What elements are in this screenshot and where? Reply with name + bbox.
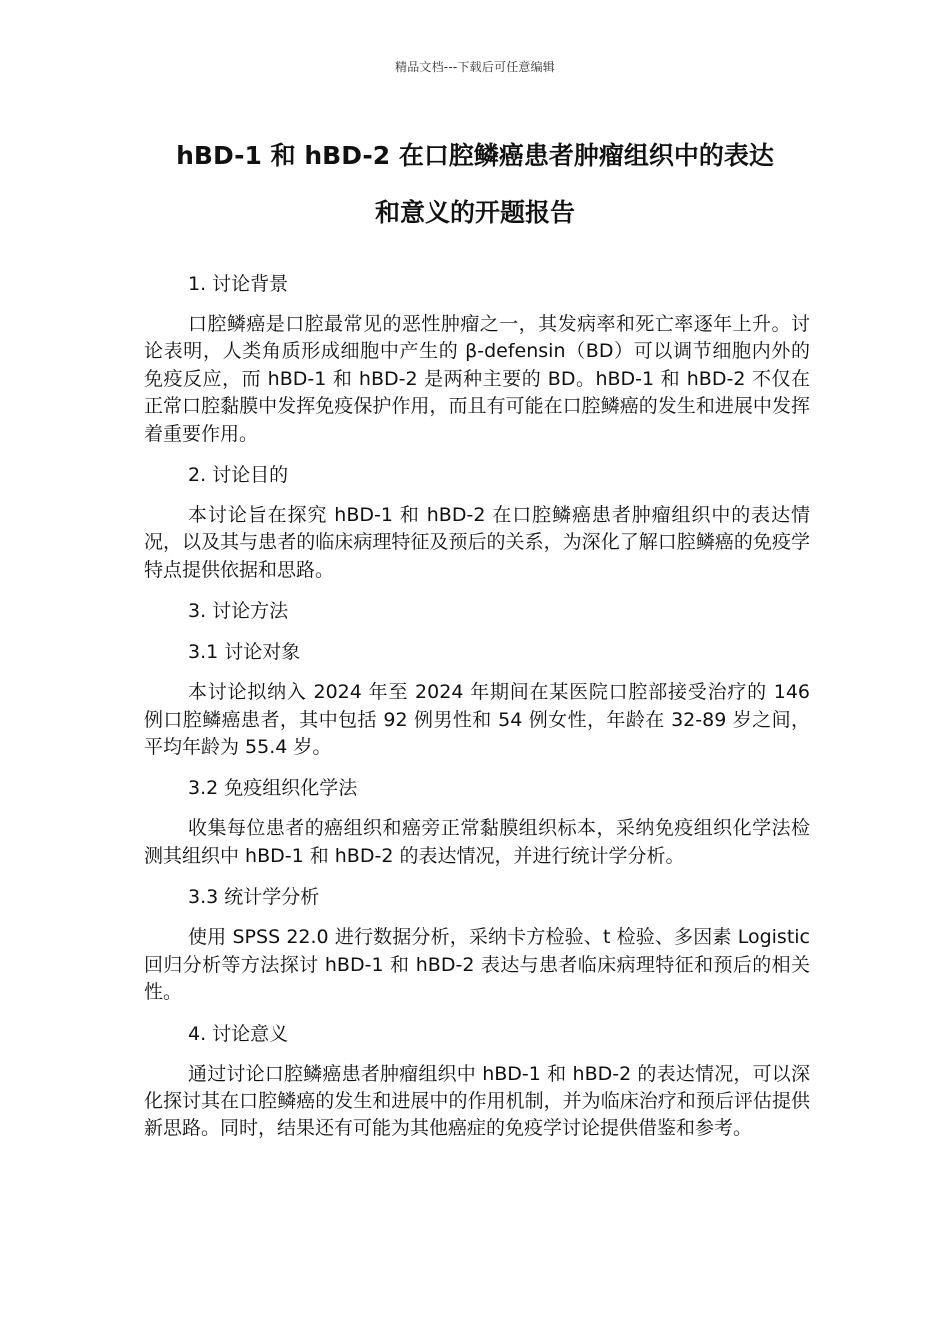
section-paragraph-immunohistochemistry: 收集每位患者的癌组织和癌旁正常黏膜组织标本，采纳免疫组织化学法检测其组织中 hBD-1 和 hBD-2 的表达情况，并进行统计学分析。 xyxy=(144,817,810,867)
section-paragraph-purpose: 本讨论旨在探究 hBD-1 和 hBD-2 在口腔鳞癌患者肿瘤组织中的表达情况，以及其与患者的临床病理特征及预后的关系，为深化了解口腔鳞癌的免疫学特点提供依据和思路。 xyxy=(144,504,810,581)
section-heading-methods: 3. 讨论方法 xyxy=(188,600,289,623)
document-title-line-1: hBD-1 和 hBD-2 在口腔鳞癌患者肿瘤组织中的表达 xyxy=(176,141,774,170)
section-paragraph-significance: 通过讨论口腔鳞癌患者肿瘤组织中 hBD-1 和 hBD-2 的表达情况，可以深化探讨其在口腔鳞癌的发生和进展中的作用机制，并为临床治疗和预后评估提供新思路。同时，结果还有可能为其他癌症的免疫学讨论提供借鉴和参考。 xyxy=(144,1062,810,1140)
section-paragraph-statistics: 使用 SPSS 22.0 进行数据分析，采纳卡方检验、t 检验、多因素 Logistic 回归分析等方法探讨 hBD-1 和 hBD-2 表达与患者临床病理特征和预后的相关性。 xyxy=(144,926,810,1004)
section-heading-statistics: 3.3 统计学分析 xyxy=(188,886,320,909)
header-note: 精品文档---下载后可任意编辑 xyxy=(395,60,555,74)
section-heading-subjects: 3.1 讨论对象 xyxy=(188,641,301,664)
document-body xyxy=(144,270,810,1156)
document-title-line-2: 和意义的开题报告 xyxy=(374,198,575,227)
section-paragraph-subjects: 本讨论拟纳入 2024 年至 2024 年期间在某医院口腔部接受治疗的 146 例口腔鳞癌患者，其中包括 92 例男性和 54 例女性，年龄在 32-89 岁之间，平均年龄为 55.4 岁。 xyxy=(144,681,810,759)
section-heading-background: 1. 讨论背景 xyxy=(188,273,289,295)
section-heading-significance: 4. 讨论意义 xyxy=(188,1022,289,1045)
section-heading-purpose: 2. 讨论目的 xyxy=(188,464,289,487)
section-paragraph-background: 口腔鳞癌是口腔最常见的恶性肿瘤之一，其发病率和死亡率逐年上升。讨论表明，人类角质形成细胞中产生的 β-defensin（BD）可以调节细胞内外的免疫反应，而 hBD-1 和 hBD-2 是两种主要的 BD。hBD-1 和 hBD-2 不仅在正常口腔黏膜中发挥免疫保护作用，而且有可能在口腔鳞癌的发生和进展中发挥着重要作用。 xyxy=(144,313,810,445)
section-heading-immunohistochemistry: 3.2 免疫组织化学法 xyxy=(188,777,358,800)
